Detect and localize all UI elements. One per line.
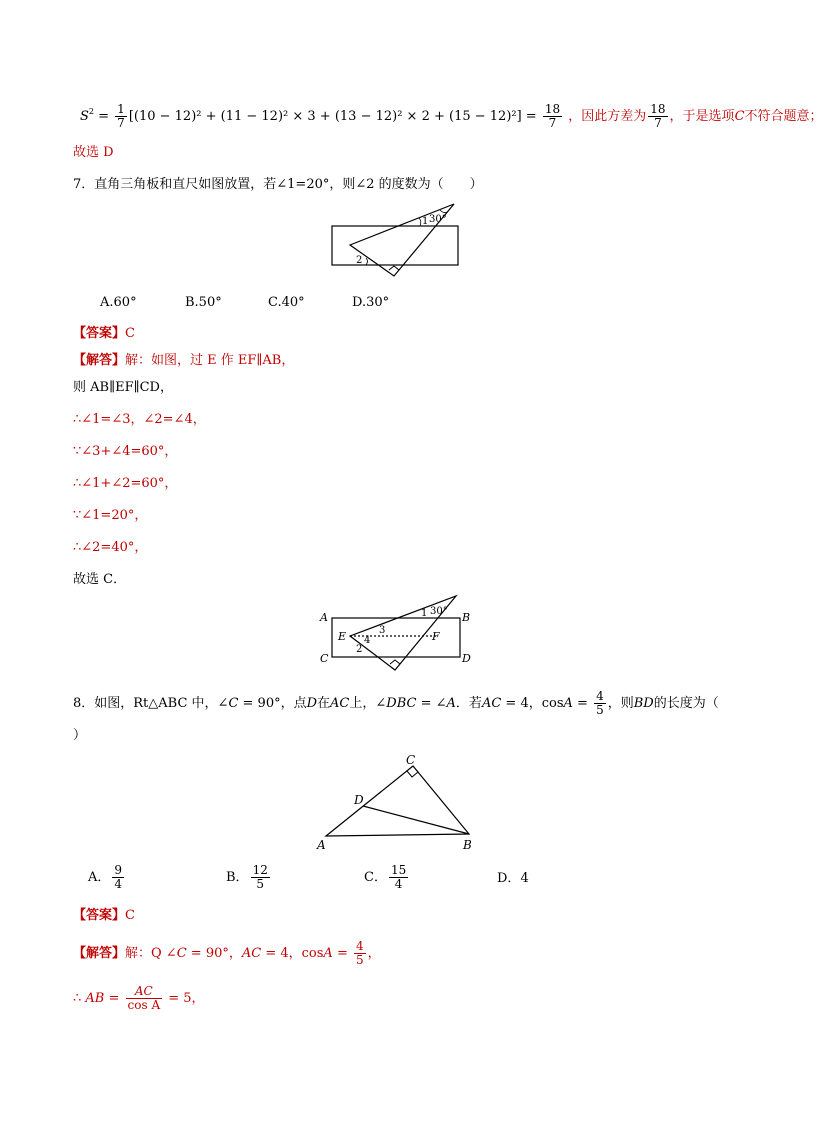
right-angle-mark-2 xyxy=(390,660,400,664)
q8-answer: C xyxy=(125,908,135,923)
variance-text-mid: ，因此方差为 xyxy=(568,109,647,124)
q7-angle1-label: 1 xyxy=(422,216,429,227)
q7-solution-line-3: ∴∠1=∠3，∠2=∠4， xyxy=(73,412,206,427)
q7-solution-line-2: 则 AB∥EF∥CD， xyxy=(73,380,173,395)
prev-conclusion: 故选 D xyxy=(73,145,114,160)
angle30-arc xyxy=(440,210,447,213)
q8-answer-line: 【答案】C xyxy=(73,908,135,923)
variance-exponent: 2 xyxy=(88,107,94,116)
solution-tag: 【解答】 xyxy=(73,353,126,368)
label-30deg: 30° xyxy=(430,606,448,617)
triangle-abc xyxy=(326,766,469,836)
formula-expression xyxy=(80,102,568,130)
q8-solution-line-1: 【解答】解：Q ∠C = 90°，AC = 4，cosA = $\frac{4}{5}$ ， xyxy=(73,939,381,967)
variance-text-tail: 不符合题意； xyxy=(744,109,823,124)
q7-option-d: D.30° xyxy=(352,295,390,310)
label-c: C xyxy=(320,652,329,665)
q8-solution-line-2: ∴ AB = $\frac{AC}{\text{cos A}}$ = 5， xyxy=(73,984,205,1012)
q7-answer-line xyxy=(73,326,135,342)
q8-stem-close: ） xyxy=(73,728,87,743)
q7-angle30-label: 30° xyxy=(429,214,447,225)
variance-formula-line xyxy=(80,103,823,130)
q7-option-a: A.60° xyxy=(100,295,137,310)
coef-fraction: $\frac{1}{7}$ xyxy=(117,102,125,130)
q7-solution-line-5: ∴∠1+∠2=60°， xyxy=(73,476,178,491)
right-angle-mark xyxy=(389,266,399,270)
q7-answer: C xyxy=(125,326,135,341)
q7-option-c: C.40° xyxy=(268,295,305,310)
q7-solution-line-1: 【解答】解：如图，过 E 作 EF∥AB， xyxy=(73,353,295,368)
label-d: D xyxy=(354,793,364,807)
q7-solution-line-6: ∵∠1=20°， xyxy=(73,508,148,523)
q7-figure xyxy=(330,202,460,280)
label-a: A xyxy=(320,611,328,624)
right-angle-mark-c xyxy=(407,771,418,777)
answer-tag: 【答案】 xyxy=(73,326,126,341)
variance-fraction: $\frac{18}{7}$ xyxy=(650,102,666,130)
label-angle4: 4 xyxy=(364,635,371,646)
label-angle2: 2 xyxy=(356,644,363,655)
q7-stem: 7．直角三角板和直尺如图放置，若∠1=20°，则∠2 的度数为（ ） xyxy=(73,177,483,192)
label-b: B xyxy=(462,611,471,624)
label-f: F xyxy=(432,630,440,643)
label-angle1: 1 xyxy=(421,608,428,619)
q7-solution-line-4: ∵∠3+∠4=60°， xyxy=(73,444,178,459)
label-angle3: 3 xyxy=(379,625,386,636)
q8-option-b: B． $\frac{12}{5}$ xyxy=(226,863,268,891)
q7-conclusion: 故选 C． xyxy=(73,572,127,587)
q7-option-b: B.50° xyxy=(185,295,222,310)
q7-solution-line-7: ∴∠2=40°， xyxy=(73,540,148,555)
q8-option-c: C． $\frac{15}{4}$ xyxy=(364,863,407,891)
angle1-arc xyxy=(419,218,421,226)
q8-cos-fraction: $\frac{4}{5}$ xyxy=(596,689,604,717)
segment-bd xyxy=(363,806,469,834)
variance-symbol: S xyxy=(80,109,89,124)
q7-angle2-label: 2 xyxy=(356,255,363,266)
result-fraction: $\frac{18}{7}$ xyxy=(544,102,561,130)
equals-sign: = xyxy=(94,109,114,124)
label-c: C xyxy=(406,753,416,767)
q8-option-a: A． $\frac{9}{4}$ xyxy=(88,863,123,891)
label-e: E xyxy=(338,630,347,643)
label-b: B xyxy=(463,838,472,852)
q8-stem: 8．如图，Rt△ABC 中，∠C = 90°，点D在AC上，∠DBC = ∠A．若AC = 4，cosA = $\frac{4}{5}$ ，则BD的长度为（ xyxy=(73,689,719,717)
label-a: A xyxy=(317,838,326,852)
q7-solution-figure xyxy=(316,596,476,674)
label-d: D xyxy=(462,652,471,665)
formula-body: [(10 − 12)² + (11 − 12)² × 3 + (13 − 12)² × 2 + (15 − 12)²] = xyxy=(128,109,541,124)
option-c-symbol: C xyxy=(734,109,745,124)
q8-option-d: D．4 xyxy=(497,871,529,886)
angle2-arc xyxy=(366,258,368,265)
variance-text-end: ，于是选项 xyxy=(669,109,735,124)
q8-figure xyxy=(314,752,474,852)
